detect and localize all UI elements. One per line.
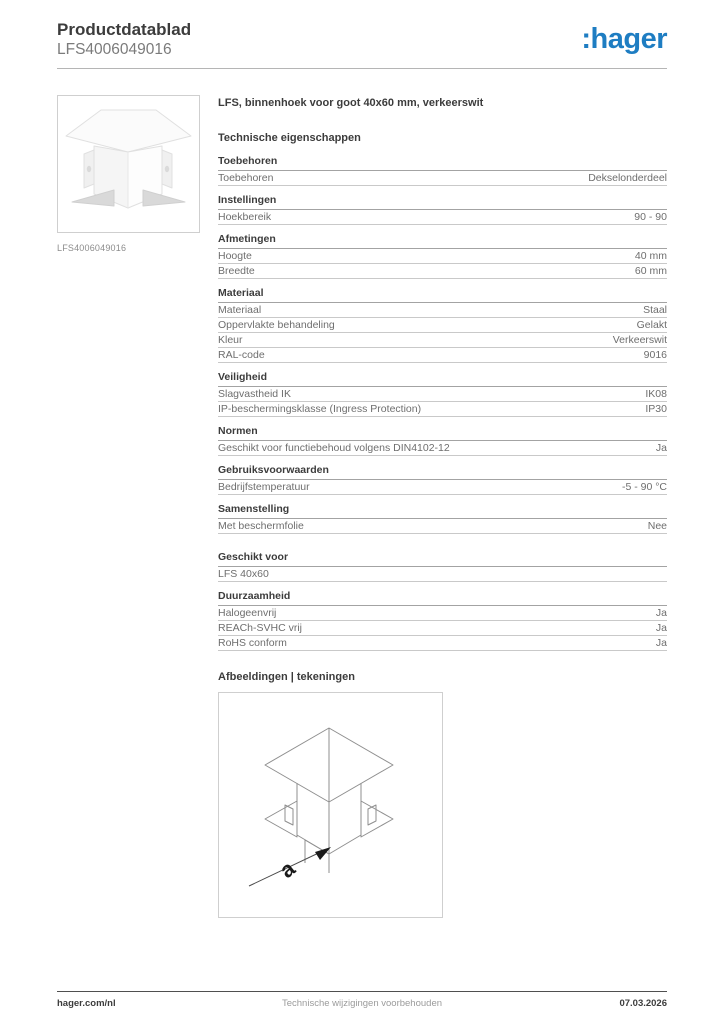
document-title: Productdatablad — [57, 20, 192, 39]
technical-drawing-inner-corner — [219, 693, 442, 917]
spec-row — [218, 210, 667, 225]
section-title: Veiligheid — [218, 372, 667, 387]
spec-row — [218, 333, 667, 348]
spec-column — [218, 95, 667, 918]
spec-label: Hoekbereik — [218, 212, 272, 223]
spec-label: Kleur — [218, 335, 243, 346]
spec-label: Hoogte — [218, 251, 252, 262]
section-title: Normen — [218, 426, 667, 441]
section-title: Afmetingen — [218, 234, 667, 249]
spec-row — [218, 318, 667, 333]
spec-label: Geschikt voor functiebehoud volgens DIN4102-12 — [218, 443, 450, 454]
spec-label: Toebehoren — [218, 173, 274, 184]
header-titles — [57, 20, 191, 60]
spec-row — [218, 171, 667, 186]
hager-logo: :hager — [581, 23, 667, 55]
spec-row — [218, 402, 667, 417]
spec-label: RoHS conform — [218, 638, 287, 649]
section-title: Gebruiksvoorwaarden — [218, 465, 667, 480]
section-gebruiksvoorwaarden — [218, 465, 667, 495]
section-afmetingen — [218, 234, 667, 279]
spec-label: Oppervlakte behandeling — [218, 320, 335, 331]
section-instellingen — [218, 195, 667, 225]
spec-value: Ja — [655, 442, 667, 454]
section-title: Samenstelling — [218, 504, 667, 519]
product-photo-inner-corner — [58, 96, 199, 232]
spec-row — [218, 387, 667, 402]
spec-value: Staal — [643, 304, 667, 316]
section-toebehoren — [218, 156, 667, 186]
spec-label: Slagvastheid IK — [218, 389, 291, 400]
dimension-label-a: a — [274, 855, 300, 883]
spec-row — [218, 441, 667, 456]
spec-value: 60 mm — [634, 265, 667, 277]
spec-row — [218, 621, 667, 636]
spec-value: Verkeerswit — [612, 334, 667, 346]
header-divider — [57, 68, 667, 69]
section-materiaal — [218, 288, 667, 363]
footer — [57, 998, 667, 1012]
spec-row — [218, 264, 667, 279]
spec-row — [218, 519, 667, 534]
spec-value: IK08 — [645, 388, 667, 400]
section-title: Instellingen — [218, 195, 667, 210]
spec-label: LFS 40x60 — [218, 569, 269, 580]
section-samenstelling — [218, 504, 667, 534]
main-content — [57, 95, 667, 918]
spec-value: -5 - 90 °C — [621, 481, 667, 493]
product-image-frame — [57, 95, 200, 233]
spec-label: Halogeenvrij — [218, 608, 277, 619]
spec-value: IP30 — [645, 403, 667, 415]
product-image-caption: LFS4006049016 — [57, 243, 127, 253]
section-normen — [218, 426, 667, 456]
spec-value: 40 mm — [634, 250, 667, 262]
section-title: Materiaal — [218, 288, 667, 303]
spec-label: Materiaal — [218, 305, 262, 316]
spec-row — [218, 567, 667, 582]
spec-label: Met beschermfolie — [218, 521, 304, 532]
spec-label: IP-beschermingsklasse (Ingress Protection) — [218, 404, 422, 415]
spec-label: Breedte — [218, 266, 255, 277]
spec-label: RAL-code — [218, 350, 265, 361]
footer-divider — [57, 991, 667, 992]
product-title: LFS, binnenhoek voor goot 40x60 mm, verkeerswit — [218, 97, 484, 109]
spec-value: Nee — [647, 520, 667, 532]
footer-disclaimer: Technische wijzigingen voorbehouden — [281, 998, 443, 1009]
dimension-leader — [249, 847, 331, 886]
section-title: Duurzaamheid — [218, 591, 667, 606]
spec-row — [218, 348, 667, 363]
technical-drawing-frame — [218, 692, 443, 918]
spec-value: Ja — [655, 622, 667, 634]
spec-row — [218, 303, 667, 318]
drawings-heading: Afbeeldingen | tekeningen — [218, 671, 355, 683]
spec-value: Ja — [655, 607, 667, 619]
footer-date: 07.03.2026 — [619, 998, 667, 1009]
section-geschikt-voor — [218, 552, 667, 582]
extra-sections — [218, 552, 667, 651]
spec-row — [218, 606, 667, 621]
section-veiligheid — [218, 372, 667, 417]
spec-row — [218, 636, 667, 651]
technical-sections — [218, 156, 667, 534]
spec-value: Gelakt — [636, 319, 667, 331]
technical-properties-heading: Technische eigenschappen — [218, 132, 361, 144]
product-code: LFS4006049016 — [57, 41, 172, 59]
footer-website: hager.com/nl — [57, 998, 116, 1009]
section-title: Toebehoren — [218, 156, 667, 171]
spec-row — [218, 249, 667, 264]
spec-label: REACh-SVHC vrij — [218, 623, 303, 634]
product-image-column — [57, 95, 200, 918]
spec-label: Bedrijfstemperatuur — [218, 482, 310, 493]
section-duurzaamheid — [218, 591, 667, 651]
spec-value: Ja — [655, 637, 667, 649]
section-title: Geschikt voor — [218, 552, 667, 567]
spec-value: 90 - 90 — [634, 211, 667, 223]
spec-row — [218, 480, 667, 495]
spec-value: 9016 — [643, 349, 667, 361]
spec-value: Dekselonderdeel — [588, 172, 667, 184]
header — [57, 20, 667, 60]
